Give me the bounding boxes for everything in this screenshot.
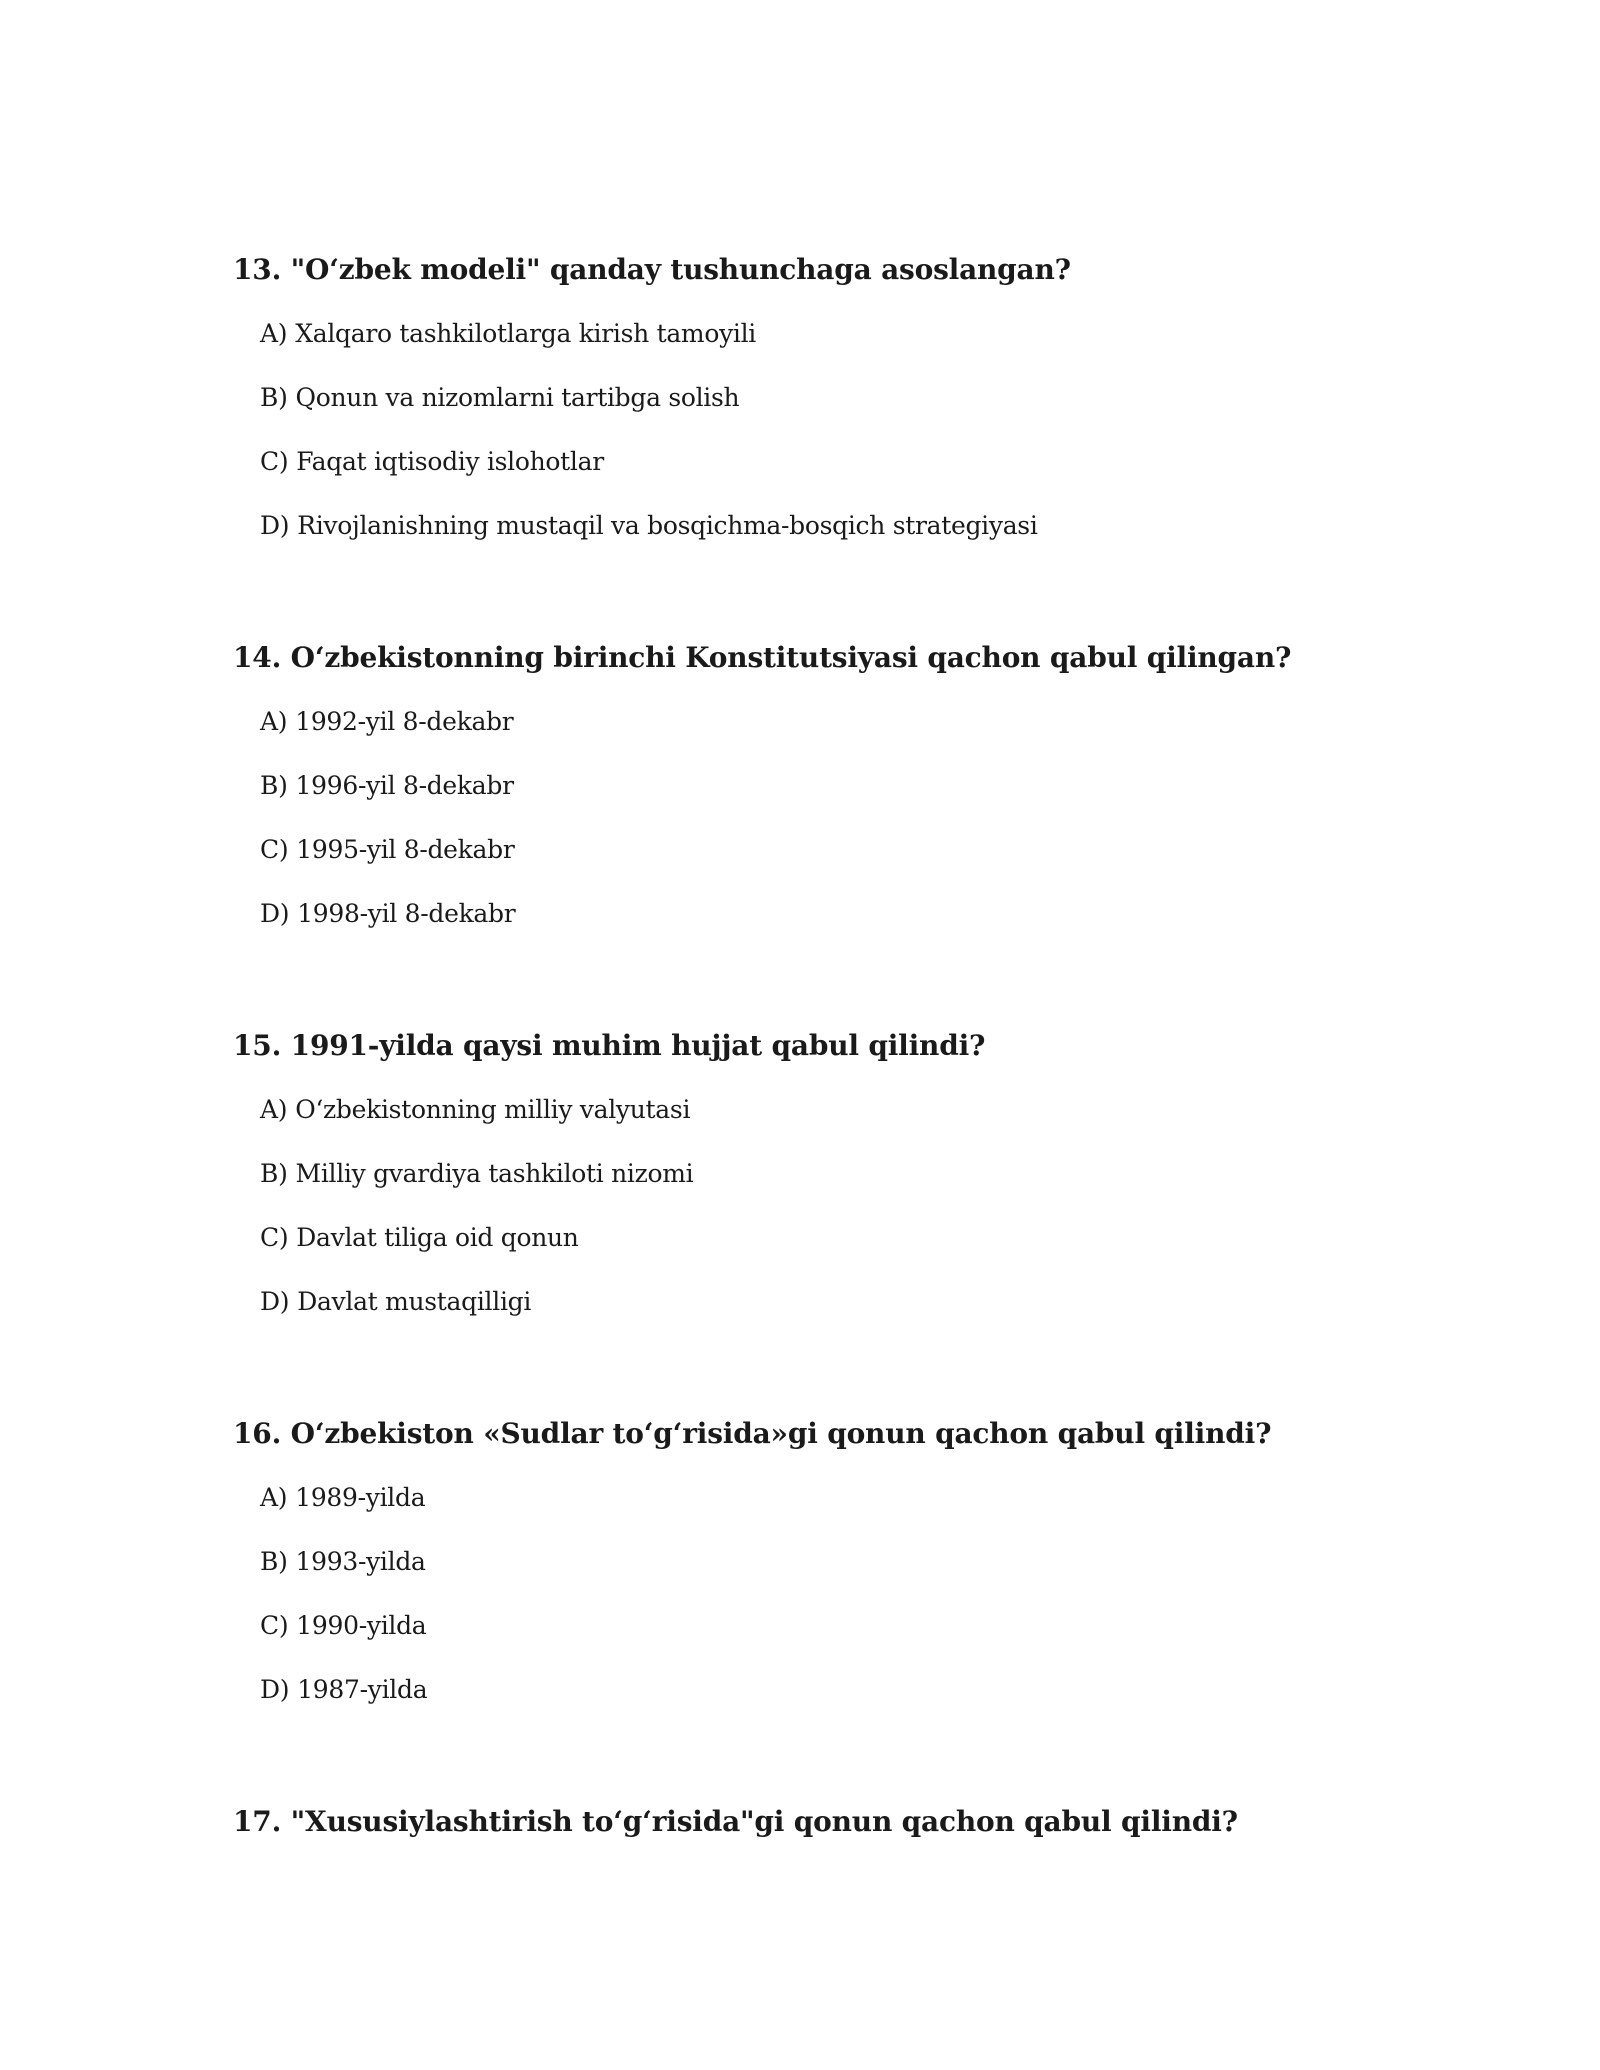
option-letter: D) <box>260 511 290 540</box>
option-text: Rivojlanishning mustaqil va bosqichma-bosqich strategiyasi <box>297 511 1038 540</box>
option-text: 1995-yil 8-dekabr <box>296 835 515 864</box>
option-text: Davlat tiliga oid qonun <box>296 1223 579 1252</box>
option-text: O‘zbekistonning milliy valyutasi <box>295 1095 691 1124</box>
question-15 <box>233 1026 1433 1316</box>
option-letter: B) <box>260 1159 288 1188</box>
option-letter: C) <box>260 1611 289 1640</box>
option-letter: B) <box>260 771 288 800</box>
option-b <box>260 1156 693 1192</box>
option-letter: A) <box>260 1483 288 1512</box>
question-title: 14. O‘zbekistonning birinchi Konstitutsiyasi qachon qabul qilingan? <box>233 641 1292 674</box>
option-text: Faqat iqtisodiy islohotlar <box>296 447 604 476</box>
option-a <box>260 1480 425 1516</box>
option-a <box>260 704 513 740</box>
option-text: 1998-yil 8-dekabr <box>297 899 516 928</box>
option-d <box>260 896 515 932</box>
option-letter: B) <box>260 383 288 412</box>
question-title: 13. "O‘zbek modeli" qanday tushunchaga asoslangan? <box>233 253 1071 286</box>
option-a <box>260 1092 690 1128</box>
option-text: 1996-yil 8-dekabr <box>295 771 514 800</box>
option-letter: D) <box>260 899 290 928</box>
option-letter: C) <box>260 447 289 476</box>
option-text: 1992-yil 8-dekabr <box>295 707 514 736</box>
option-text: Qonun va nizomlarni tartibga solish <box>295 383 740 412</box>
option-text: Davlat mustaqilligi <box>297 1287 532 1316</box>
option-text: 1990-yilda <box>296 1611 427 1640</box>
question-title: 15. 1991-yilda qaysi muhim hujjat qabul qilindi? <box>233 1029 986 1062</box>
option-d <box>260 1672 427 1708</box>
option-text: Xalqaro tashkilotlarga kirish tamoyili <box>295 319 756 348</box>
option-a <box>260 316 756 352</box>
option-b <box>260 380 739 416</box>
option-c <box>260 1608 426 1644</box>
option-c <box>260 444 604 480</box>
option-letter: C) <box>260 1223 289 1252</box>
option-d <box>260 508 1038 544</box>
option-text: Milliy gvardiya tashkiloti nizomi <box>295 1159 694 1188</box>
question-16 <box>233 1414 1433 1704</box>
option-letter: A) <box>260 1095 288 1124</box>
option-text: 1993-yilda <box>295 1547 426 1576</box>
question-14 <box>233 638 1433 928</box>
option-letter: D) <box>260 1675 290 1704</box>
option-letter: A) <box>260 707 288 736</box>
option-text: 1989-yilda <box>295 1483 426 1512</box>
option-text: 1987-yilda <box>297 1675 428 1704</box>
question-13 <box>233 250 1433 540</box>
option-b <box>260 1544 426 1580</box>
option-letter: B) <box>260 1547 288 1576</box>
question-17 <box>233 1802 1433 1842</box>
option-d <box>260 1284 531 1320</box>
question-title: 17. "Xususiylashtirish to‘g‘risida"gi qonun qachon qabul qilindi? <box>233 1805 1238 1838</box>
option-letter: C) <box>260 835 289 864</box>
option-c <box>260 1220 579 1256</box>
question-title: 16. O‘zbekiston «Sudlar to‘g‘risida»gi qonun qachon qabul qilindi? <box>233 1417 1272 1450</box>
option-letter: D) <box>260 1287 290 1316</box>
option-letter: A) <box>260 319 288 348</box>
option-c <box>260 832 515 868</box>
option-b <box>260 768 514 804</box>
